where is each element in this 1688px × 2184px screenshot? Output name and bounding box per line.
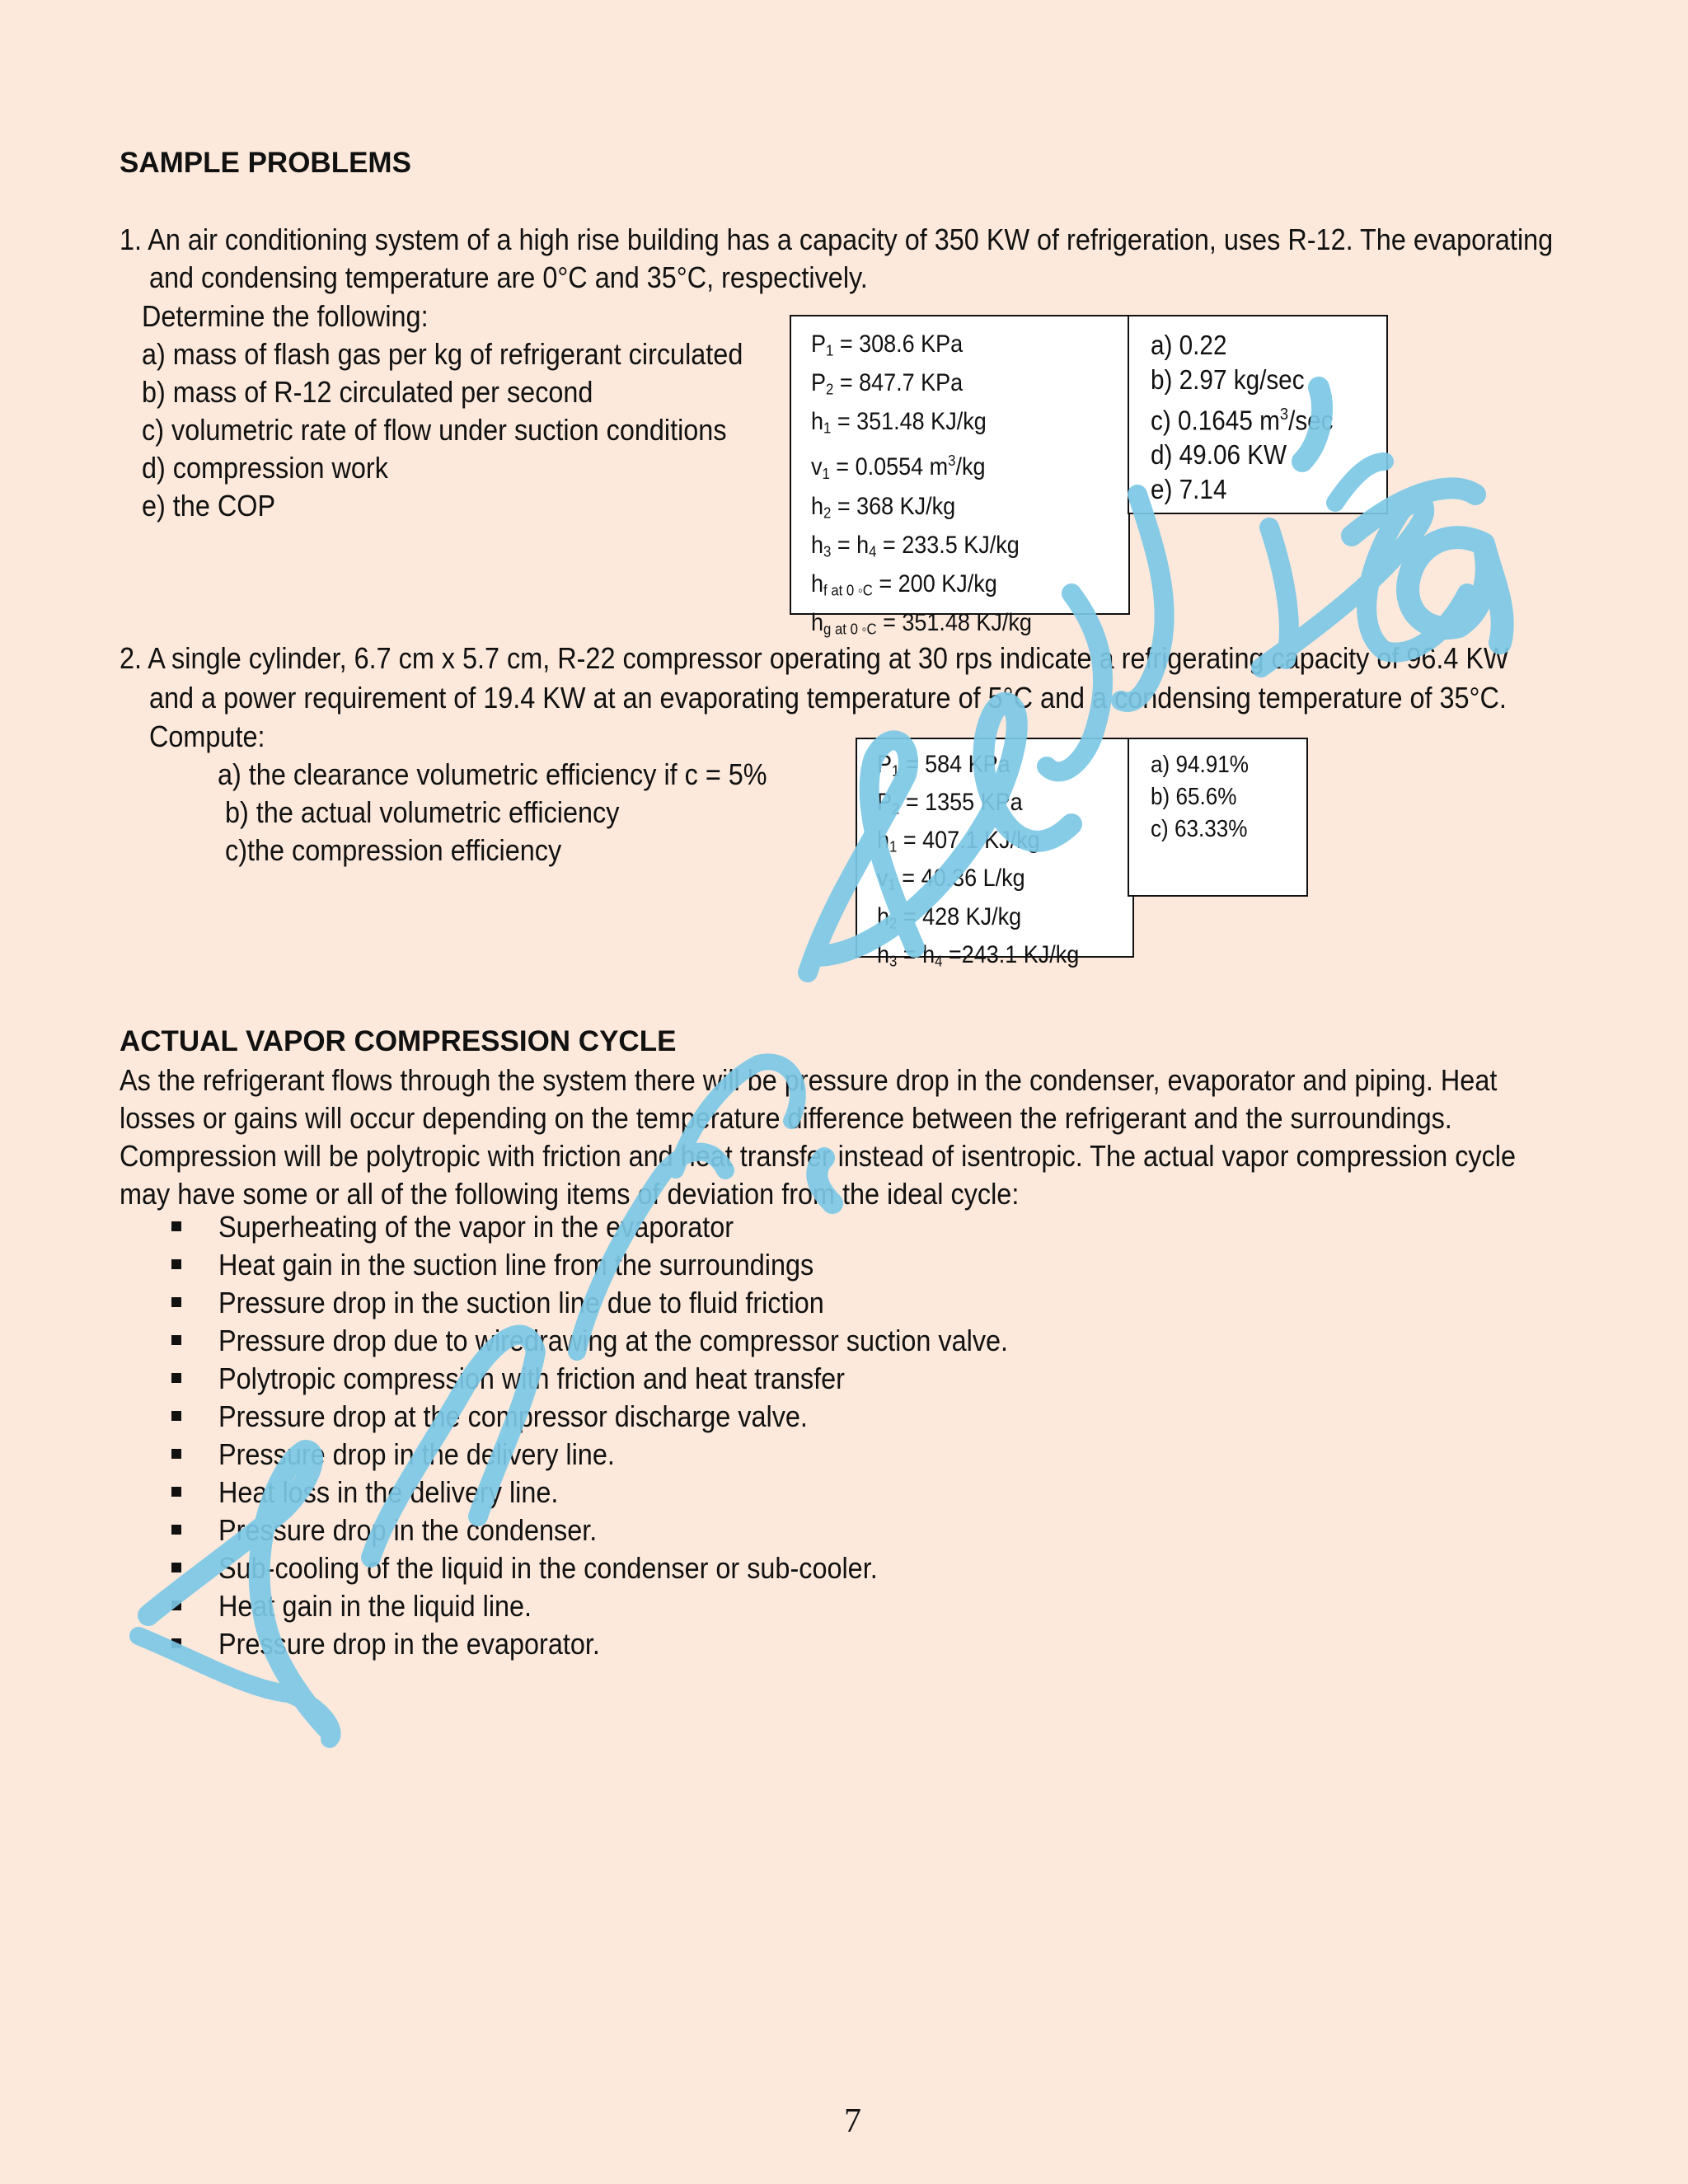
given2-p2: $P_2 = 1355$ KPa [877,789,1023,818]
given-p1: $P_1 = 308.6$ KPa [811,330,964,359]
answer2-b: b) 65.6% [1151,784,1237,810]
bullet-marker [171,1449,181,1459]
answer-d: d) 49.06 KW [1151,439,1287,471]
problem1-answers-box [1128,315,1388,514]
given2-h1: $h_1 = 407.1$ KJ/kg [877,827,1040,855]
answer2-a: a) 94.91% [1151,752,1249,778]
problem1-part-d: d) compression work [142,451,388,485]
actual-paragraph-line4: may have some or all of the following items of deviation from the ideal cycle: [120,1177,1020,1211]
problem1-line2: and condensing temperature are 0°C and 35°C, respectively. [149,260,868,294]
page-number: 7 [844,2102,861,2140]
problem2-given-box [856,738,1134,970]
bullet-marker [171,1221,181,1231]
given2-p1: $P_1 = 584$ KPa [877,751,1010,780]
problem1-part-c: c) volumetric rate of flow under suction conditions [142,413,727,447]
given-p2: $P_2 = 847.7$ KPa [811,369,964,398]
problem2-line2: and a power requirement of 19.4 KW at an evaporating temperature of 5°C and a condensing temperature of 35°C. [149,681,1507,715]
actual-paragraph-line3: Compression will be polytropic with friction and heat transfer instead of isentropic. The actual vapor compression cycle [120,1139,1517,1173]
bullet-marker [171,1297,181,1307]
bullet-marker [171,1525,181,1535]
answer-e: e) 7.14 [1151,474,1227,505]
answer-a: a) 0.22 [1151,330,1227,360]
actual-paragraph-line2: losses or gains will occur depending on the temperature difference between the refrigerant and the surroundings. [120,1101,1452,1135]
problem1-part-a: a) mass of flash gas per kg of refrigerant circulated [142,337,743,371]
given-h2: $h_2 = 368$ KJ/kg [811,492,956,522]
problem2-intro: Compute: [149,719,265,753]
given-h3-h4: $h_3 = h_4 = 233.5$ KJ/kg [811,531,1020,560]
problem1-part-b: b) mass of R-12 circulated per second [142,375,593,409]
sample-problems-heading: SAMPLE PROBLEMS [120,147,411,179]
problem1-part-e: e) the COP [142,489,276,523]
bullet-marker [171,1638,181,1648]
answer-b: b) 2.97 kg/sec [1151,364,1305,395]
given2-h3-h4: $h_3 = h_4 =243.1$ KJ/kg [877,940,1080,970]
problem1-line1: 1. An air conditioning system of a high rise building has a capacity of 350 KW of refrigeration, uses R-12. The evaporating [120,223,1554,256]
given-h1: $h_1 = 351.48$ KJ/kg [811,408,987,437]
problem2-line1: 2. A single cylinder, 6.7 cm x 5.7 cm, R-22 compressor operating at 30 rps indicate a refrigerating capacity of 96.4 KW [120,641,1509,675]
problem2-answers-box [1128,738,1308,897]
actual-cycle-heading: ACTUAL VAPOR COMPRESSION CYCLE [120,1025,677,1057]
given-v1: $v_1 = 0.0554$ $m^3/kg$ [811,452,986,483]
bullet-marker [171,1259,181,1269]
given2-h2: $h_2 = 428$ KJ/kg [877,902,1022,932]
given-hg: $h_{g at 0 ◦C} = 351.48$ KJ/kg [811,609,1032,638]
problem2-part-a: a) the clearance volumetric efficiency if c = 5% [218,757,767,791]
problem1-intro: Determine the following: [142,299,429,333]
bullet-marker [171,1563,181,1572]
problem1-given-box [790,315,1130,638]
actual-paragraph-line1: As the refrigerant flows through the system there will be pressure drop in the condenser, evaporator and piping. Heat [120,1063,1498,1097]
answer2-c: c) 63.33% [1151,816,1248,842]
bullet-marker [171,1373,181,1383]
bullet-marker [171,1411,181,1421]
given2-v1: $v_1 = 40.36$ L/kg [877,865,1025,894]
answer-c: c) 0.1645 $m^3/\sec$ [1151,405,1334,436]
problem2-part-b: b) the actual volumetric efficiency [225,795,620,829]
bullet-marker [171,1601,181,1610]
bullet-marker [171,1487,181,1497]
problem2-part-c: c)the compression efficiency [225,833,562,867]
given-hf: $h_{f at 0 ◦C} = 200$ KJ/kg [811,570,997,599]
bullet-marker [171,1335,181,1345]
document-page: SAMPLE PROBLEMS 1. An air conditioning system of a high rise building has a capacity of 350 KW of refrigeration, uses R-12. The evaporating and condensing temperature are 0°C and 35°C, respectively. Determine the following: a) mass of flash gas per kg of refrigerant circulated b) mass of R-12 circulated per second c) volumetric rate of flow under suction conditions d) compression work e) the COP $P_1 = 308.6$ KPa $P_2 = 847.7$ KPa $h_1 = 351.48$ KJ/kg $v_1 = 0.0554$ $m^3/kg$ $h_2 = 368$ KJ/kg $h_3 = h_4 = 233.5$ KJ/kg $h_{f at 0 ◦C} = 200$ KJ/kg $h_{g at 0 ◦C} = 351.48$ KJ/kg a) 0.22 b) 2.97 kg/sec c) 0.1645 $m^3/\sec$ d) 49.06 KW e) 7.14 2. A single cylinder, 6.7 cm x 5.7 cm, R-22 compressor operating at 30 rps indicate a refrigerating capacity of 96.4 KW and a power requirement of 19.4 KW at an evaporating temperature of 5°C and a condensing temperature of 35°C. Compute: a) the clearance volumetric efficiency if c = 5% b) the actual volumetric efficiency c)the compression efficiency $P_1 = 584$ KPa $P_2 = 1355$ KPa $h_1 = 407.1$ KJ/kg $v_1 = 40.36$ L/kg $h_2 = 428$ KJ/kg $h_3 = h_4 =243.1$ KJ/kg a) 94.91% b) 65.6% c) 63.33% ACTUAL VAPOR COMPRESSION CYCLE As the refrigerant flows through the system there will be pressure drop in the condenser, evaporator and piping. Heat losses or gains will occur depending on the temperature difference between the refrigerant and the surroundings. Compression will be polytropic with friction and heat transfer instead of isentropic. The actual vapor compression cycle may have some or all of the following items of deviation from the ideal cycle: Superheating of the vapor in the evaporator Heat gain in the suction line from the surroundings Pressure drop in the suction line due to fluid friction Pressure drop due to wiredrawing at the compressor suction valve. Polytropic compression with friction and heat transfer Pressure drop at the compressor discharge valve. Pressure drop in the delivery line. Heat loss in the delivery line. Pressure drop in the condenser. Sub-cooling of the liquid in the condenser or sub-cooler. Heat gain in the liquid line. Pressure drop in the evaporator. 7 [0,0,1688,2184]
